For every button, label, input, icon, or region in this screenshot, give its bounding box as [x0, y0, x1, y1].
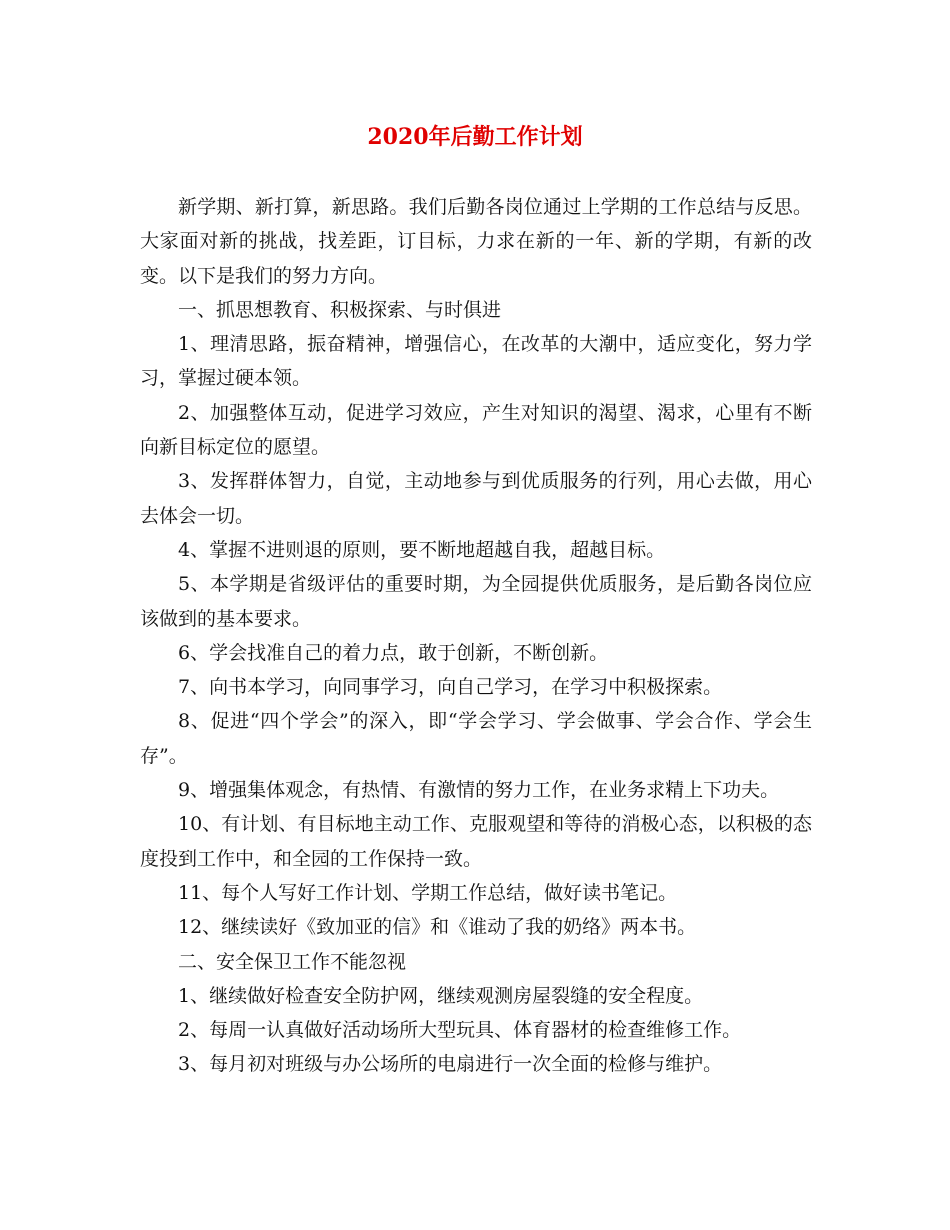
section-heading-2: 二、安全保卫工作不能忽视 — [178, 950, 407, 973]
list-item: 9、增强集体观念，有热情、有激情的努力工作，在业务求精上下功夫。 — [178, 779, 780, 802]
list-item: 6、学会找准自己的着力点，敢于创新，不断创新。 — [178, 641, 609, 664]
list-item: 3、发挥群体智力，自觉，主动地参与到优质服务的行列，用心去做，用心去体会一切。 — [140, 470, 812, 527]
list-item: 2、加强整体互动，促进学习效应，产生对知识的渴望、渴求，心里有不断向新目标定位的愿望。 — [140, 401, 812, 459]
list-item: 12、继续读好《致加亚的信》和《谁动了我的奶络》两本书。 — [178, 916, 697, 939]
list-item: 1、理清思路，振奋精神，增强信心，在改革的大潮中，适应变化，努力学习，掌握过硬本领。 — [140, 333, 812, 390]
list-item: 8、促进“四个学会”的深入，即“学会学习、学会做事、学会合作、学会生存”。 — [140, 710, 812, 767]
list-item: 2、每周一认真做好活动场所大型玩具、体育器材的检查维修工作。 — [178, 1019, 742, 1042]
document-title: 2020年后勤工作计划 — [367, 124, 583, 150]
list-item: 10、有计划、有目标地主动工作、克服观望和等待的消极心态，以积极的态度投到工作中，和全园的工作保持一致。 — [140, 813, 812, 870]
list-item: 7、向书本学习，向同事学习，向自己学习，在学习中积极探索。 — [178, 676, 723, 699]
list-item: 1、继续做好检查安全防护网，继续观测房屋裂缝的安全程度。 — [178, 984, 704, 1007]
document-body — [140, 190, 812, 1082]
list-item: 3、每月初对班级与办公场所的电扇进行一次全面的检修与维护。 — [178, 1053, 723, 1076]
intro-paragraph: 新学期、新打算，新思路。我们后勤各岗位通过上学期的工作总结与反思。大家面对新的挑战，找差距，订目标，力求在新的一年、新的学期，有新的改变。以下是我们的努力方向。 — [140, 196, 812, 287]
section-heading-1: 一、抓思想教育、积极探索、与时俱进 — [178, 298, 502, 321]
list-item: 5、本学期是省级评估的重要时期，为全园提供优质服务，是后勤各岗位应该做到的基本要求。 — [140, 573, 812, 630]
list-item: 11、每个人写好工作计划、学期工作总结，做好读书笔记。 — [178, 881, 678, 904]
list-item: 4、掌握不进则退的原则，要不断地超越自我，超越目标。 — [178, 538, 666, 561]
